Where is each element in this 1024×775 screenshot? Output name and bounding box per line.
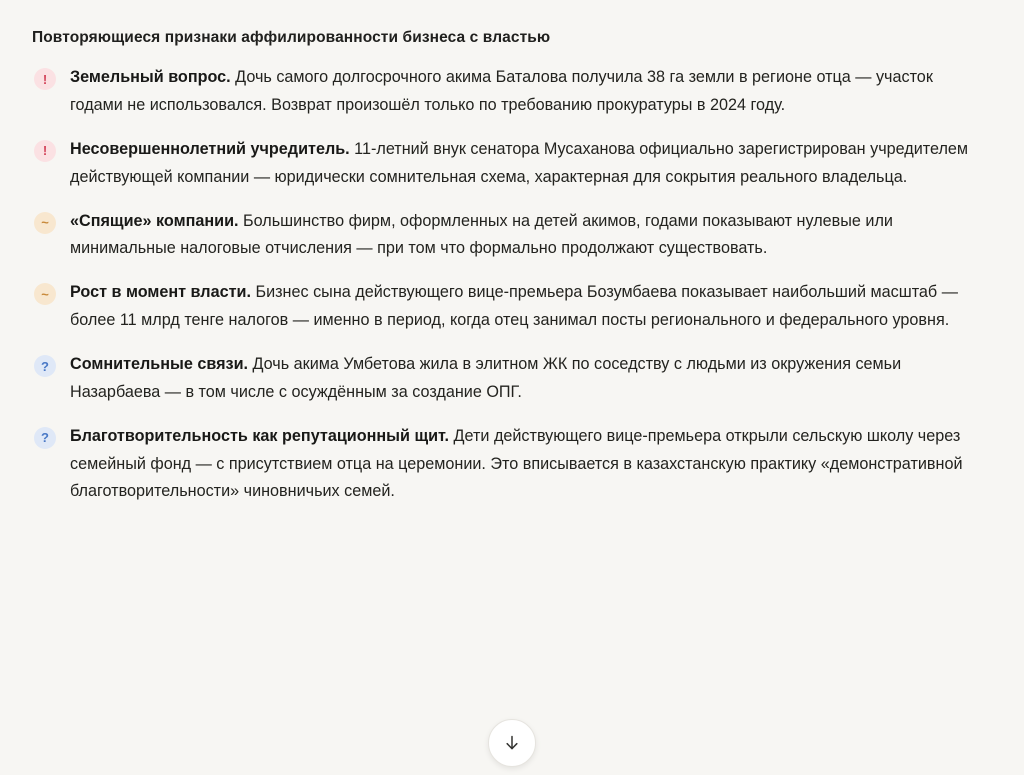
exclamation-icon: ! — [34, 68, 56, 90]
findings-list — [30, 64, 990, 506]
list-item-text — [70, 136, 990, 192]
list-item-detail: Большинство фирм, оформленных на детей акимов, годами показывают нулевые или минимальные налоговые отчисления — при том что формально продолжают существовать. — [70, 211, 893, 258]
list-item-text — [70, 351, 990, 407]
list-item-lead: Сомнительные связи. — [70, 355, 249, 374]
list-item-lead: Рост в момент власти. — [70, 283, 251, 302]
list-item — [30, 423, 990, 507]
list-item-text — [70, 423, 990, 507]
tilde-icon: ~ — [34, 283, 56, 305]
list-item-text — [70, 279, 990, 335]
list-item — [30, 136, 990, 192]
arrow-down-icon — [502, 733, 522, 753]
section-title: Повторяющиеся признаки аффилированности бизнеса с властью — [32, 29, 551, 46]
list-item-text — [70, 64, 990, 120]
list-item — [30, 64, 990, 120]
question-icon: ? — [34, 427, 56, 449]
list-item-detail: Дочь акима Умбетова жила в элитном ЖК по соседству с людьми из окружения семьи Назарбаева — в том числе с осуждённым за создание ОПГ. — [70, 355, 902, 401]
list-item-lead: Земельный вопрос. — [70, 68, 231, 87]
question-icon: ? — [34, 355, 56, 377]
list-item-detail: Дочь самого долгосрочного акима Баталова получила 38 га земли в регионе отца — участок годами не использовался. Возврат произошёл только по требованию прокуратуры в 2024 году. — [70, 68, 933, 114]
list-item-text — [70, 208, 990, 264]
list-item-lead: «Спящие» компании. — [70, 211, 239, 230]
list-item-lead: Несовершеннолетний учредитель. — [70, 139, 350, 158]
list-item — [30, 351, 990, 407]
list-item — [30, 208, 990, 264]
list-item-detail: 11-летний внук сенатора Мусаханова официально зарегистрирован учредителем действующей компании — юридически сомнительная схема, характерная для сокрытия реального владельца. — [70, 139, 969, 186]
list-item-detail: Дети действующего вице-премьера открыли сельскую школу через семейный фонд — с присутствием отца на церемонии. Это вписывается в казахстанскую практику «демонстративной благотворительности» чиновничьих семей. — [70, 426, 963, 501]
tilde-icon: ~ — [34, 212, 56, 234]
exclamation-icon: ! — [34, 140, 56, 162]
list-item-detail: Бизнес сына действующего вице-премьера Бозумбаева показывает наибольший масштаб — более 11 млрд тенге налогов — именно в период, когда отец занимал посты регионального и федерального уровня. — [70, 283, 958, 330]
list-item — [30, 279, 990, 335]
list-item-lead: Благотворительность как репутационный щит. — [70, 426, 450, 445]
scroll-to-bottom-button[interactable] — [488, 719, 536, 767]
